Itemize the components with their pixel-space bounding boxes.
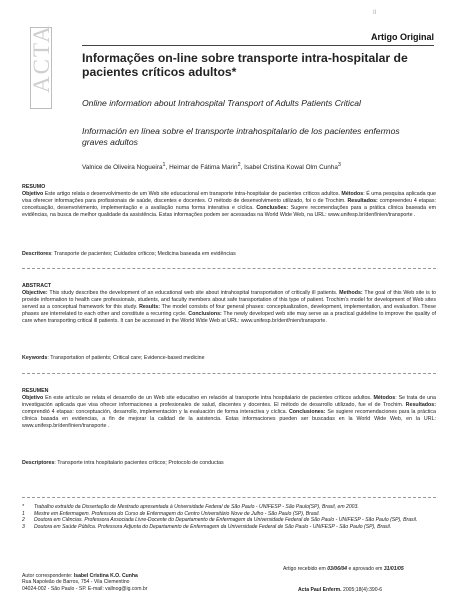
received-date: 03/06/04: [327, 566, 348, 572]
methods-text: The goal of this Web site is to provide information to health care professionals, students, and faculty members about safe transportation of this type of patient. Trochim's model for development of Web sites served as a conceptual framework for this study.: [22, 290, 436, 311]
correspondence-author: Isabel Cristina K.O. Cunha: [73, 573, 138, 579]
keywords-text: Transportation of patients; Critical care; Evidence-based medicine: [50, 355, 205, 361]
author-name: Valnice de Oliveira Nogueira: [82, 164, 163, 172]
methods-label: Methods:: [339, 290, 363, 297]
footnote-mark: 3: [22, 523, 25, 530]
author-list: Valnice de Oliveira Nogueira$^1$, Heimar de Fátima Marin$^2$, Isabel Cristina Kowal Olm Cunha$^3$: [82, 162, 341, 172]
keywords-text: Transporte de pacientes; Cuidados críticos; Medicina baseada em evidências: [54, 251, 236, 257]
results-label: Results:: [139, 304, 160, 311]
footnote-mark: 2: [22, 517, 25, 524]
results-label: Resultados:: [347, 198, 378, 205]
correspondence-address: Rua Napoleão de Barros, 754 - Vila Clementino: [22, 579, 130, 586]
section-divider: [22, 373, 436, 374]
keywords-portuguese: Descritores: Transporte de pacientes; Cuidados críticos; Medicina baseada em evidências: [22, 251, 236, 257]
approved-label: e aprovado em: [348, 566, 383, 572]
footnote-text: Doutora em Ciências. Professora Associada Livre-Docente do Departamento de Enfermagem da Universidade Federal de São Paulo - UNIFESP - São Paulo (SP), Brasil.: [34, 517, 418, 524]
footnote-text: Mestre em Enfermagem. Professora do Curso de Enfermagem do Centro Universitário Nove de Julho - São Paulo (SP), Brasil.: [34, 510, 320, 517]
abstract-heading: RESUMEN: [22, 388, 49, 394]
footnote-text: Trabalho extraído da Dissertação de Mestrado apresentada à Universidade Federal de São Paulo - UNIFESP - São Paulo(SP), Brasil, em 2003.: [34, 504, 359, 510]
keywords-label: Descriptores: [22, 460, 55, 466]
abstract-heading: ABSTRACT: [22, 283, 52, 289]
abstract-english: [22, 283, 436, 325]
received-label: Artigo recebido em: [283, 566, 326, 572]
correspondence-email: 04024-002 - São Paulo - SP. E-mail: vallnog@ig.com.br: [22, 585, 148, 592]
journal-reference: 2005;18(4):390-6: [343, 587, 383, 593]
footnotes: [22, 504, 436, 530]
abstract-heading: RESUMO: [22, 184, 46, 190]
methods-text: Se trata de una investigación aplicada que visa ofrecer informaciones a profesionales de salud, discentes y docentes. El método de desarrollo utilizado, fue el de Trochim.: [22, 395, 436, 409]
section-divider: [22, 268, 436, 269]
footnote: [22, 517, 436, 524]
page-mark: II: [373, 10, 377, 16]
title-english: Online information about Intrahospital Transport of Adults Patients Critical: [82, 98, 361, 108]
methods-label: Métodos: [373, 395, 396, 402]
results-text: comprendió 4 etapas: conceptuación, desarrollo, implementación y la evaluación de forma interactiva y cíclica.: [22, 409, 288, 416]
objective-label: Objective:: [22, 290, 48, 297]
approved-date: 31/01/05: [383, 566, 404, 572]
footnote-divider: [22, 497, 436, 498]
conclusions-label: Conclusiones:: [288, 409, 326, 416]
author-affiliation-mark: 2: [237, 162, 241, 168]
received-dates: [283, 566, 404, 572]
abstract-portuguese: RESUMO Objetivo Este artigo relata o desenvolvimento de um Web site educacional em transporte intra-hospitalar de pacientes críticos adultos. Métodos: É uma pesquisa aplicada que visa oferecer informações para profissionais de saúde, discentes e docentes. O método de desenvolvimento utilizado, foi o de Trochim. Resultados: compreendeu 4 etapas: conceituação, desenvolvimento, implementação e a avaliação numa forma interativa e cíclica. Conclusões: Sugere recomendações para a prática clínica baseada em evidências, na busca de melhor qualidade da assistência. Estas informações podem ser acessadas na World Wide Web, na URL: www.unifesp.br/denf/nien/transporte .: [22, 184, 436, 219]
section-label: Artigo Original: [371, 32, 434, 42]
correspondence: [22, 573, 242, 592]
keywords-text: Transporte intra hospitalario pacientes críticos; Protocolo de conductas: [57, 460, 224, 466]
footnote: [22, 504, 436, 511]
title-portuguese: Informações on-line sobre transporte intra-hospitalar de pacientes críticos adultos*: [82, 51, 408, 79]
objective-text: This study describes the development of an educational web site about intrahospital transportation of critically ill patients.: [49, 290, 338, 297]
conclusions-label: Conclusions:: [188, 311, 222, 318]
objective-label: Objetivo: [22, 395, 44, 402]
keywords-spanish: Descriptores: Transporte intra hospitalario pacientes críticos; Protocolo de conductas: [22, 460, 224, 466]
objective-text: Este artigo relata o desenvolvimento de um Web site educacional em transporte intra-hospitalar de pacientes críticos adultos.: [44, 191, 340, 198]
footnote: [22, 511, 436, 518]
conclusions-text: Sugere recomendações para a prática clínica baseada em evidências, na busca de melhor qualidade da assistência. Estas informações podem ser acessadas na World Wide Web, na URL: www.unifesp.br/denf/nien/transporte .: [22, 205, 436, 219]
author-name: Heimar de Fátima Marin: [169, 164, 238, 172]
journal-name: Acta Paul Enferm.: [298, 587, 342, 593]
conclusions-text: The newly developed web site may serve as a practical guideline to improve the quality of care when transporting critical ill patients. It can be accessed in the World Wide Web at URL: www.unifesp.br/denf/nien/transporte.: [22, 311, 436, 325]
journal-citation: [298, 587, 382, 593]
author-affiliation-mark: 1: [162, 162, 166, 168]
abstract-spanish: RESUMEN Objetivo En este artículo se relata el desarrollo de un Web site educativo en relación al transporte intra hospitalario de pacientes críticos adultos. Métodos: Se trata de una investigación aplicada que visa ofrecer informaciones a profesionales de salud, discentes y docentes. El método de desarrollo utilizado, fue el de Trochim. Resultados: comprendió 4 etapas: conceptuación, desarrollo, implementación y la evaluación de forma interactiva y cíclica. Conclusiones: Se sugiere recomendaciones para la práctica clínica basada en evidencias, a fin de mejorar la calidad de la asistencia. Estas informaciones pueden ser buscadas en la World Wide Web, en la URL: www.unifesp.br/denf/nien/transporte .: [22, 388, 436, 430]
keywords-label: Keywords: [22, 355, 48, 361]
author-affiliation-mark: 3: [337, 162, 341, 168]
methods-label: Métodos: [341, 191, 364, 198]
journal-logo: ACTA: [29, 24, 54, 93]
methods-text: É uma pesquisa aplicada que visa oferecer informações para profissionais de saúde, discentes e docentes. O método de desenvolvimento utilizado, foi o de Trochim.: [22, 191, 436, 205]
results-label: Resultados:: [405, 402, 436, 409]
footnote: [22, 524, 436, 531]
footnote-mark: *: [22, 504, 24, 510]
title-top-rule: [82, 45, 434, 46]
correspondence-label: Autor correspondente:: [22, 573, 73, 579]
objective-text: En este artículo se relata el desarrollo de un Web site educativo en relación al transporte intra hospitalario de pacientes críticos adultos.: [45, 395, 372, 402]
keywords-english: Keywords: Transportation of patients; Critical care; Evidence-based medicine: [22, 355, 205, 361]
footnote-text: Doutora em Saúde Pública. Professora Adjunta do Departamento de Enfermagem da Universidade Federal de São Paulo - UNIFESP - São Paulo (SP), Brasil.: [34, 523, 392, 530]
results-text: compreendeu 4 etapas: conceituação, desenvolvimento, implementação e a avaliação numa forma interativa e cíclica.: [22, 198, 436, 212]
keywords-label: Descritores: [22, 251, 52, 257]
conclusions-text: Se sugiere recomendaciones para la práctica clínica basada en evidencias, a fin de mejorar la calidad de la asistencia. Estas informaciones pueden ser buscadas en la World Wide Web, en la URL: www.unifesp.br/denf/nien/transporte .: [22, 409, 436, 430]
title-spanish: Información en línea sobre el transporte intrahospitalario de los pacientes enfermos graves adultos: [82, 126, 400, 147]
objective-label: Objetivo: [22, 191, 44, 198]
footnote-mark: 1: [22, 510, 25, 517]
author-name: Isabel Cristina Kowal Olm Cunha: [244, 164, 338, 172]
results-text: The model consists of four general phases: conceptualization, development, implementation, and evaluation. These phases are interrelated to each other and constitute a recurring cycle.: [22, 304, 436, 318]
conclusions-label: Conclusões:: [256, 205, 289, 212]
